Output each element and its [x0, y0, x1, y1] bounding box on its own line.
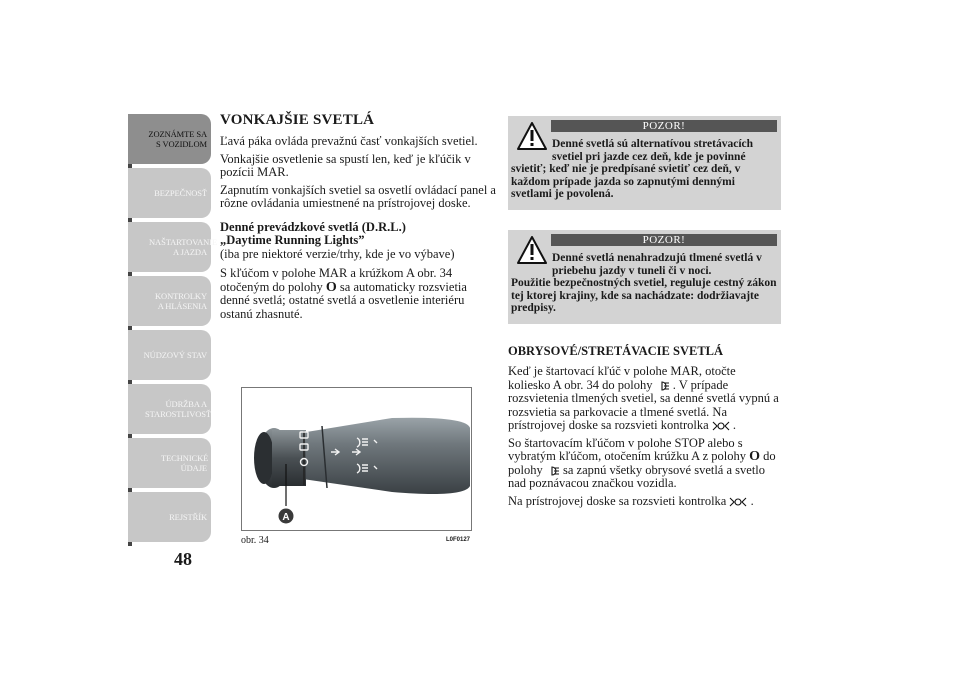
drl-title-line: „Daytime Running Lights” — [220, 233, 365, 247]
page-number: 48 — [174, 549, 192, 569]
paragraph — [508, 365, 781, 433]
warning-text-rest: Použitie bezpečnostných svetiel, reguluje cestný zákon tej ktorej krajiny, kde sa nachádzate: dodržiavajte predpisy. — [511, 277, 777, 314]
paragraph — [508, 437, 781, 491]
tab-label: NÚDZOVÝ STAV — [143, 350, 207, 360]
text-run: S kľúčom v polohe MAR a krúžkom A obr. 34 otočeným do polohy — [220, 266, 453, 294]
tab-label: ÚDRŽBA A STAROSTLIVOSŤ — [145, 399, 212, 419]
warning-box — [508, 116, 781, 210]
warning-text-indent: Denné svetlá sú alternatívou stretávacích svetiel pri jazde cez deň, kde je povinné — [552, 138, 754, 163]
sidebar-tab-index[interactable] — [128, 492, 211, 542]
sidebar-tab-warnings[interactable] — [128, 276, 211, 326]
text-run: . — [732, 418, 737, 432]
drl-title-line: Denné prevádzkové svetlá (D.R.L.) — [220, 219, 406, 234]
sidebar-tab-emergency[interactable] — [128, 330, 211, 380]
text-run: Na prístrojovej doske sa rozsvieti kontrolka — [508, 493, 727, 508]
position-o-symbol: O — [325, 279, 337, 295]
callout-label: A — [282, 512, 290, 523]
warning-text — [511, 138, 777, 201]
position-o-symbol: O — [749, 449, 761, 464]
low-beam-icon — [656, 381, 670, 391]
text-run: sa zapnú všetky obrysové svetlá a svetlo nad poznávacou značkou vozidla. — [508, 462, 766, 490]
warning-header: POZOR! — [551, 120, 777, 132]
text-run: So štartovacím kľúčom v polohe STOP alebo s vybratým kľúčom, otočením krúžku A z polohy — [508, 435, 747, 463]
tab-label: NAŠTARTOVANIE A JAZDA — [149, 237, 218, 257]
sidebar-tab-starting[interactable] — [128, 222, 218, 272]
low-beam-icon — [546, 466, 560, 476]
drl-note: (iba pre niektoré verzie/trhy, kde je vo výbave) — [220, 246, 455, 261]
text-run: do polohy — [508, 449, 776, 477]
position-lights-icon — [712, 421, 730, 431]
figure-code: L0F0127 — [446, 537, 471, 543]
tab-label: REJSTŘÍK — [169, 512, 207, 522]
text-run: Keď je štartovací kľúč v polohe MAR, otočte koliesko A obr. 34 do polohy — [508, 364, 736, 392]
figure-lever-image — [241, 387, 472, 531]
sidebar-tab-technical[interactable] — [128, 438, 211, 488]
paragraph: Ľavá páka ovláda prevažnú časť vonkajších svetiel. — [220, 134, 478, 148]
right-column — [508, 344, 781, 512]
sidebar-tab-vehicle[interactable] — [128, 114, 211, 164]
tab-label: BEZPEČNOSŤ — [154, 188, 207, 198]
section-title: OBRYSOVÉ/STRETÁVACIE SVETLÁ — [508, 344, 724, 358]
paragraph: Zapnutím vonkajších svetiel sa osvetlí ovládací panel a rôzne ovládania umiestnené na prístrojovej doske. — [220, 182, 496, 210]
text-run: . — [750, 493, 754, 508]
tab-label: TECHNICKÉ ÚDAJE — [161, 453, 209, 473]
warning-header: POZOR! — [551, 234, 777, 246]
warning-text-indent: Denné svetlá nenahradzujú tlmené svetlá v priebehu jazdy v tuneli či v noci. — [552, 252, 762, 277]
tab-label: KONTROLKY A HLÁSENIA — [155, 291, 207, 311]
figure-caption: obr. 34 — [241, 535, 269, 546]
position-lights-icon — [729, 497, 747, 507]
text-run: . V prípade rozsvietenia tlmených svetiel, sa denné svetlá vypnú a rozsvietia sa parkovacie a tlmené svetlá. Na prístrojovej doske sa rozsvieti kontrolka — [508, 377, 779, 432]
light-lever-illustration — [242, 388, 471, 530]
text-run: sa automaticky rozsvietia denné svetlá; ostatné svetlá a osvetlenie interiéru ostanú zhasnuté. — [220, 279, 467, 321]
paragraph — [508, 495, 781, 509]
drl-title — [220, 221, 496, 248]
section-title: VONKAJŠIE SVETLÁ — [220, 112, 375, 128]
paragraph: Vonkajšie osvetlenie sa spustí len, keď je kľúčik v pozícii MAR. — [220, 151, 471, 179]
left-column — [220, 112, 496, 325]
warning-text — [511, 252, 777, 315]
warning-text-rest: svietiť; keď nie je predpísané svietiť cez deň, v každom prípade jazda so zapnutými dennými svetlami je povolená. — [511, 163, 741, 200]
sidebar-tab-maintenance[interactable] — [128, 384, 211, 434]
tab-label: ZOZNÁMTE SA S VOZIDLOM — [148, 129, 207, 149]
sidebar-tab-safety[interactable] — [128, 168, 211, 218]
paragraph — [220, 267, 496, 321]
warning-box — [508, 230, 781, 324]
